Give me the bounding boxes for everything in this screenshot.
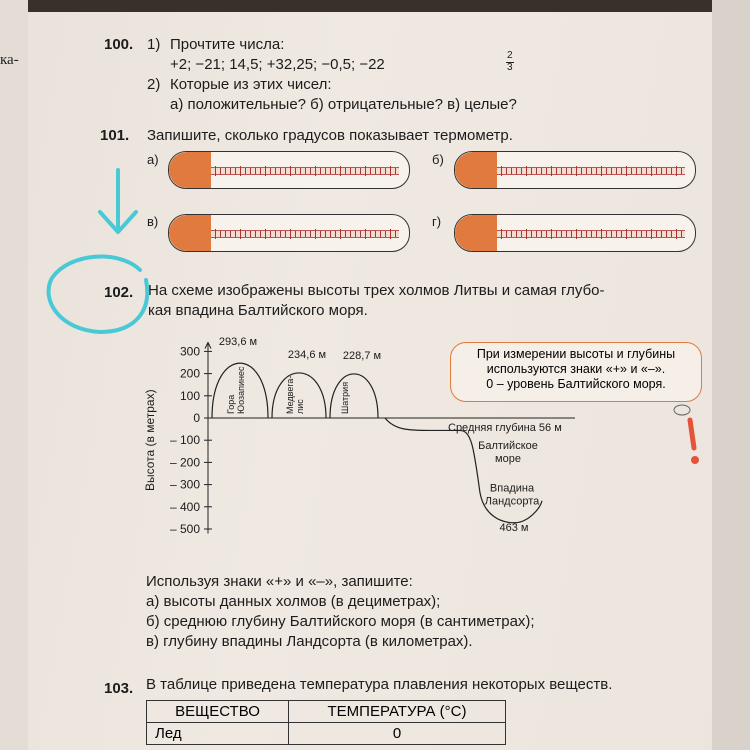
arrow-down-icon [100, 170, 136, 232]
scale-tick [586, 168, 587, 174]
scale-tick [300, 231, 301, 237]
scale-tick [571, 168, 572, 174]
scale-tick [395, 168, 396, 174]
scale-tick [646, 231, 647, 237]
y-tick-label: – 200 [169, 455, 200, 470]
scale-tick [661, 168, 662, 174]
note-line-1: При измерении высоты и глубины [476, 347, 676, 361]
scale [211, 167, 399, 175]
scale-tick [225, 168, 226, 174]
facing-page [0, 0, 28, 750]
ex100-item2-options: а) положительные? б) отрицательные? в) целые? [170, 96, 517, 113]
scale-tick [265, 166, 266, 176]
scale-tick [380, 168, 381, 174]
scale-tick [310, 231, 311, 237]
scale-tick [360, 231, 361, 237]
melting-table [146, 700, 506, 745]
scale-tick [601, 229, 602, 239]
scale-tick [616, 168, 617, 174]
scale-tick [521, 231, 522, 237]
deep-depth-label: 463 м [499, 522, 529, 535]
hill-name: Шатрия [340, 381, 350, 414]
scale-tick [536, 231, 537, 237]
scale-tick [375, 231, 376, 237]
scale-tick [506, 231, 507, 237]
circle-mark [49, 257, 148, 332]
scale-tick [390, 166, 391, 176]
hill-name: лис [295, 399, 305, 414]
scale-tick [621, 168, 622, 174]
label-b: б) [432, 152, 444, 167]
scale-tick [235, 168, 236, 174]
scale [497, 167, 685, 175]
scale-tick [240, 229, 241, 239]
y-tick-label: 200 [179, 366, 200, 381]
table-row [147, 701, 506, 723]
scale-tick [676, 229, 677, 239]
pen-annotations [40, 160, 160, 350]
scale-tick [250, 168, 251, 174]
scale-tick [541, 168, 542, 174]
scale-tick [541, 231, 542, 237]
label-v: в) [147, 214, 159, 229]
scale-tick [375, 168, 376, 174]
top-edge [0, 0, 750, 12]
scale-tick [265, 229, 266, 239]
scale-tick [641, 231, 642, 237]
task-b: б) среднюю глубину Балтийского моря (в сантиметрах); [146, 613, 535, 630]
scale-tick [215, 166, 216, 176]
label-a: а) [147, 152, 159, 167]
scale-tick [681, 231, 682, 237]
scale-tick [275, 168, 276, 174]
scale-tick [536, 168, 537, 174]
thermometer-a [168, 151, 410, 189]
ex100-item1-prefix: 1) [147, 36, 161, 53]
scale-tick [330, 231, 331, 237]
scale-tick [385, 168, 386, 174]
scale-tick [581, 231, 582, 237]
scale-tick [651, 166, 652, 176]
scale-tick [616, 231, 617, 237]
scale-tick [651, 229, 652, 239]
scale-tick [320, 231, 321, 237]
scale-tick [340, 166, 341, 176]
hill-curve [330, 374, 378, 418]
scale-tick [531, 231, 532, 237]
scale-tick [586, 231, 587, 237]
scale-tick [280, 168, 281, 174]
label-g: г) [432, 214, 442, 229]
task-c: в) глубину впадины Ландсорта (в километрах). [146, 633, 473, 650]
scale-tick [380, 231, 381, 237]
ex100-item2-prefix: 2) [147, 76, 161, 93]
table-cell-temperature: 0 [289, 723, 506, 745]
scale-tick [345, 168, 346, 174]
scale-tick [671, 231, 672, 237]
scale-tick [526, 229, 527, 239]
thermometer-b [454, 151, 696, 189]
scale-tick [556, 231, 557, 237]
hill-height-label: 234,6 м [287, 348, 327, 361]
scale-tick [285, 231, 286, 237]
scale-tick [370, 231, 371, 237]
ex103-text: В таблице приведена температура плавления некоторых веществ. [146, 676, 613, 693]
scale-tick [315, 229, 316, 239]
scale-tick [225, 231, 226, 237]
scale-tick [676, 166, 677, 176]
scale-tick [626, 166, 627, 176]
hill-name: Юозапинес [236, 366, 246, 414]
scale-tick [250, 231, 251, 237]
note-line-3: 0 – уровень Балтийского моря. [486, 377, 666, 391]
scale-tick [350, 231, 351, 237]
scale-tick [656, 168, 657, 174]
scale-tick [501, 166, 502, 176]
facing-page-text: ка- [0, 52, 19, 68]
scale-tick [671, 168, 672, 174]
scale-tick [230, 231, 231, 237]
scale-tick [285, 168, 286, 174]
scale-tick [551, 229, 552, 239]
scale-tick [340, 229, 341, 239]
scale-tick [571, 231, 572, 237]
scale-tick [576, 166, 577, 176]
scale-tick [325, 231, 326, 237]
scale-tick [516, 168, 517, 174]
scale-tick [596, 231, 597, 237]
scale-tick [360, 168, 361, 174]
scale-tick [601, 166, 602, 176]
ex100-fraction-den: 3 [507, 62, 513, 73]
scale-tick [385, 231, 386, 237]
scale-tick [365, 229, 366, 239]
scale-tick [556, 168, 557, 174]
scale-tick [330, 168, 331, 174]
scale-tick [581, 168, 582, 174]
scale-tick [275, 231, 276, 237]
scale-tick [521, 168, 522, 174]
scale-tick [260, 168, 261, 174]
scale-tick [305, 168, 306, 174]
scale-tick [215, 229, 216, 239]
scale-tick [260, 231, 261, 237]
scale-tick [255, 231, 256, 237]
scale-tick [290, 229, 291, 239]
ex101-number: 101. [100, 127, 130, 144]
hill-name: Медвега- [285, 375, 295, 414]
scale-tick [220, 231, 221, 237]
scale-tick [606, 168, 607, 174]
y-tick-label: 300 [179, 344, 200, 359]
sea-name: море [495, 453, 521, 466]
scale-tick [666, 231, 667, 237]
height-depth-chart [130, 320, 590, 555]
scale-tick [325, 168, 326, 174]
scale-tick [245, 168, 246, 174]
scale-tick [606, 231, 607, 237]
scale-tick [295, 168, 296, 174]
scale-tick [270, 231, 271, 237]
scale-tick [531, 168, 532, 174]
scale [497, 230, 685, 238]
scale-tick [335, 168, 336, 174]
scale-tick [591, 231, 592, 237]
scale-tick [220, 168, 221, 174]
scale-tick [546, 168, 547, 174]
scale-tick [646, 168, 647, 174]
scale-tick [335, 231, 336, 237]
scale-tick [666, 168, 667, 174]
ex102-line2: кая впадина Балтийского моря. [148, 302, 368, 319]
scale-tick [576, 229, 577, 239]
scale-tick [395, 231, 396, 237]
scale-tick [591, 168, 592, 174]
exclamation-icon [668, 400, 708, 470]
ex100-number: 100. [104, 36, 134, 53]
scale-tick [511, 168, 512, 174]
y-axis-label: Высота (в метрах) [143, 389, 157, 492]
sea-name: Балтийское [478, 440, 538, 453]
scale-tick [295, 231, 296, 237]
scale-tick [561, 231, 562, 237]
scale-tick [621, 231, 622, 237]
scale-tick [280, 231, 281, 237]
scale-tick [270, 168, 271, 174]
ex100-fraction-num: 2 [507, 50, 513, 61]
scale-tick [641, 168, 642, 174]
table-row [147, 723, 506, 745]
right-page-edge [712, 0, 750, 750]
scale-tick [315, 166, 316, 176]
scale-tick [345, 231, 346, 237]
y-tick-label: – 500 [169, 522, 200, 536]
y-tick-label: – 300 [169, 477, 200, 492]
scale-tick [596, 168, 597, 174]
scale-tick [350, 168, 351, 174]
scale-tick [305, 231, 306, 237]
scale-tick [235, 231, 236, 237]
scale-tick [551, 166, 552, 176]
scale-tick [546, 231, 547, 237]
note-line-2: используются знаки «+» и «–». [486, 362, 666, 376]
ex102-line1: На схеме изображены высоты трех холмов Литвы и самая глубо- [148, 282, 605, 299]
sea-average-label: Средняя глубина 56 м [448, 422, 562, 434]
scale-tick [370, 168, 371, 174]
scale-tick [566, 231, 567, 237]
scale-tick [240, 166, 241, 176]
y-tick-label: 100 [179, 388, 200, 403]
scale-tick [390, 229, 391, 239]
scale-tick [355, 231, 356, 237]
scale-tick [501, 229, 502, 239]
table-cell-substance: Лед [147, 723, 289, 745]
thermometer-v [168, 214, 410, 252]
scale-tick [631, 168, 632, 174]
scale-tick [626, 229, 627, 239]
scale-tick [506, 168, 507, 174]
ex100-item1-text: Прочтите числа: [170, 36, 285, 53]
y-tick-label: – 400 [169, 499, 200, 514]
table-header-substance: ВЕЩЕСТВО [147, 701, 289, 723]
scale-tick [290, 166, 291, 176]
scale-tick [300, 168, 301, 174]
table-header-temperature: ТЕМПЕРАТУРА (°С) [289, 701, 506, 723]
ex103-number: 103. [104, 680, 134, 697]
scale-tick [611, 231, 612, 237]
deep-name: Впадина [489, 482, 535, 495]
scale-tick [636, 231, 637, 237]
y-tick-label: – 100 [169, 433, 200, 448]
deep-name: Ландсорта [484, 495, 540, 508]
task-a: а) высоты данных холмов (в дециметрах); [146, 593, 441, 610]
scale-tick [526, 166, 527, 176]
scale-tick [656, 231, 657, 237]
ex101-text: Запишите, сколько градусов показывает термометр. [147, 127, 513, 144]
hill-height-label: 293,6 м [218, 335, 258, 348]
scale-tick [245, 231, 246, 237]
scale-tick [230, 168, 231, 174]
scale-tick [566, 168, 567, 174]
scale [211, 230, 399, 238]
ex100-item2-text: Которые из этих чисел: [170, 76, 332, 93]
scale-tick [320, 168, 321, 174]
thermometer-g [454, 214, 696, 252]
y-tick-label: 0 [193, 411, 200, 425]
tasks-intro: Используя знаки «+» и «–», запишите: [146, 573, 413, 590]
scale-tick [516, 231, 517, 237]
scale-tick [681, 168, 682, 174]
scale-tick [255, 168, 256, 174]
scale-tick [636, 168, 637, 174]
scale-tick [511, 231, 512, 237]
scale-tick [631, 231, 632, 237]
scale-tick [561, 168, 562, 174]
hill-height-label: 228,7 м [342, 350, 382, 363]
scale-tick [365, 166, 366, 176]
ex100-numbers: +2; −21; 14,5; +32,25; −0,5; −22 [170, 56, 385, 73]
scale-tick [611, 168, 612, 174]
scale-tick [310, 168, 311, 174]
scale-tick [661, 231, 662, 237]
hill-name: Гора [226, 394, 236, 414]
scale-tick [355, 168, 356, 174]
ex102-number: 102. [104, 284, 134, 301]
